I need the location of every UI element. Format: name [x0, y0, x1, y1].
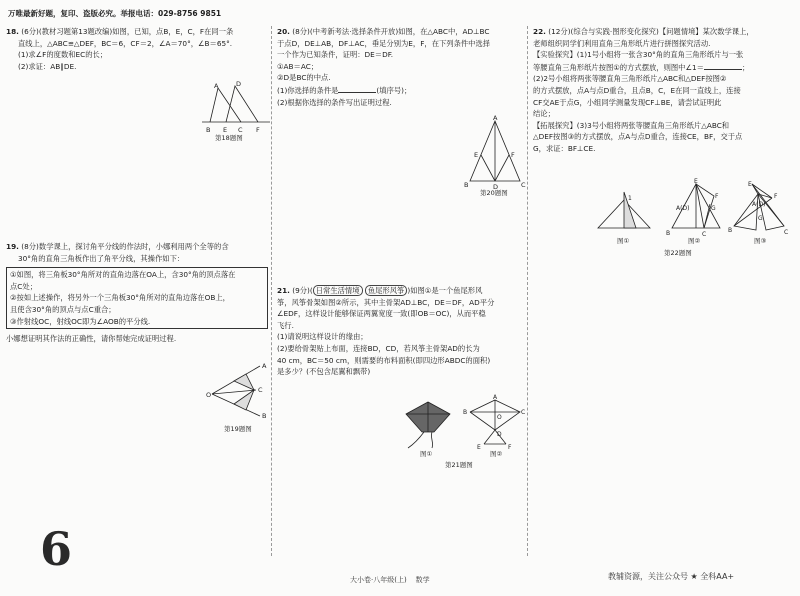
label-F: F [256, 126, 260, 134]
q18-text-3: (1)求∠F的度数和EC的长； [18, 50, 108, 60]
label-D: D [497, 431, 502, 438]
q21-text-3: ∠EDF，这样设计能够保证两翼宽度一致(即OB＝OC)，从而平稳 [277, 309, 486, 319]
q21-topic-tag: 鱼尾形风筝 [365, 285, 407, 296]
q18-text-2: 直线上，△ABC≌△DEF，BC＝6，CF＝2，∠A＝70°，∠B＝65°. [18, 38, 233, 48]
label-F: F [508, 444, 512, 450]
label-F: F [715, 193, 719, 200]
q21-context-tag: 日常生活情境 [313, 285, 363, 296]
q19-step-1a: ①如图，将三角板30°角所对的直角边落在OA上，含30°角的顶点落在 [10, 270, 236, 280]
question-19 [6, 241, 268, 345]
q21-text-4: 飞行. [277, 320, 294, 330]
figure-20 [462, 115, 528, 191]
q22-text-11: G，求证：BF⊥CE. [533, 143, 596, 153]
figure-21-frame [462, 392, 528, 450]
q19-text-1: (8分)数学课上，探讨角平分线的作法时，小娜利用两个全等的含 [21, 242, 229, 251]
q18-text-1: (6分)(教材习题第13题改编)如图，已知，点B，E，C，F在同一条 [21, 27, 234, 36]
label-F: F [774, 193, 778, 200]
figure-21-caption: 第21题图 [445, 461, 473, 469]
question-18 [6, 26, 268, 72]
q22-text-3: 【实验探究】(1)1号小组将一张含30°角的直角三角形纸片与一张 [533, 50, 744, 60]
label-E: E [474, 151, 479, 159]
label-angle-1: 1 [628, 195, 632, 202]
figure-22-caption-3: 图③ [754, 237, 767, 245]
figure-22-3 [728, 180, 790, 238]
q20-text-2: 于点D，DE⊥AB，DF⊥AC，垂足分别为E，F，在下列条件中选择 [277, 38, 491, 48]
q20-text-1: (8分)(中考新考法·选择条件开放)如图，在△ABC中，AD⊥BC [292, 27, 490, 36]
label-B: B [464, 181, 469, 189]
label-AD: A(D) [752, 201, 766, 208]
q22-text-5: (2)2号小组将两张等腰直角三角形纸片△ABC和△DEF按图② [533, 74, 727, 84]
question-18-number: 18. [6, 27, 19, 36]
question-20-number: 20. [277, 27, 290, 36]
question-21-number: 21. [277, 286, 290, 295]
q19-step-2b: 且使含30°角的顶点与点C重合； [10, 304, 116, 314]
label-A: A [493, 115, 498, 122]
figure-22-caption-1: 图① [617, 237, 630, 245]
q21-text-6: (2)要给骨架贴上布面，连接BD，CD，若风筝主骨架AD的长为 [277, 343, 480, 353]
footer-subject-text: 数学 [415, 576, 430, 584]
footer-promo: 教辅资源，关注公众号 ★ 全科AA+ [608, 572, 735, 581]
q19-step-3: ③作射线OC，射线OC即为∠AOB的平分线. [10, 316, 151, 326]
q20-text-3: 一个作为已知条件，证明：DE＝DF. [277, 50, 394, 60]
label-C: C [521, 181, 526, 189]
column-divider-2 [527, 26, 528, 556]
q21-text-8: 是多少？(不包含尾翼和飘带) [277, 367, 371, 377]
q22-text-6: 的方式摆放，点A与点D重合，且点B，C，E在同一直线上，连接 [533, 85, 741, 95]
q22-text-10: △DEF按图③的方式摆放，点A与点D重合，连接CE，BF，交于点 [533, 132, 743, 142]
q22-text-2: 老师组织同学们利用直角三角形纸片进行拼图探究活动. [533, 38, 711, 48]
q21-text-2: 筝，风筝骨架如图②所示，其中主骨架AD⊥BC，DE＝DF，AD平分 [277, 297, 495, 307]
page-header: 万唯最新好题，复印、盗版必究。举报电话：029-8756 9851 [8, 9, 222, 18]
question-19-number: 19. [6, 242, 19, 251]
label-B: B [728, 227, 733, 234]
q20-option-2: ②D是BC的中点. [277, 73, 331, 83]
label-E: E [223, 126, 228, 134]
figure-22-2 [666, 178, 728, 238]
q22-text-9: 【拓展探究】(3)3号小组将两张等腰直角三角形纸片△ABC和 [533, 120, 730, 130]
q21-text-7: 40 cm，BC＝50 cm，则需要的布料面积(即四边形ABDC的面积) [277, 355, 491, 365]
label-O: O [497, 414, 502, 421]
figure-21-caption-1: 图① [420, 450, 433, 458]
q22-text-7: CF交AE于点G，小组同学测量发现CF⊥BE，请尝试证明此 [533, 97, 722, 107]
question-22-number: 22. [533, 27, 546, 36]
q22-text-4-end: ； [741, 62, 750, 72]
q18-text-4: (2)求证：AB∥DE. [18, 61, 77, 71]
q21-text-5: (1)请说明这样设计的缘由； [277, 332, 368, 342]
q20-answer-blank[interactable] [338, 84, 376, 93]
label-F: F [511, 151, 515, 159]
label-A: A [262, 362, 267, 370]
label-C: C [784, 229, 789, 236]
label-D: D [493, 183, 499, 191]
figure-21-caption-2: 图② [490, 450, 503, 458]
q20-text-4a: (1)你选择的条件是 [277, 85, 339, 95]
label-A: A [214, 82, 219, 90]
figure-19-caption: 第19题图 [224, 425, 252, 433]
q20-option-1: ①AB＝AC； [277, 61, 319, 71]
label-E: E [477, 444, 481, 450]
label-E: E [694, 178, 698, 185]
q22-angle-blank[interactable] [704, 61, 742, 70]
label-G: G [711, 205, 716, 212]
question-22 [533, 26, 795, 155]
q20-text-5: (2)根据你选择的条件写出证明过程. [277, 97, 392, 107]
label-C: C [521, 409, 526, 416]
page-number: 6 [40, 522, 73, 576]
q21-text-pre: (9分)( [292, 286, 313, 295]
label-C: C [238, 126, 243, 134]
figure-20-caption: 第20题图 [480, 189, 508, 197]
footer-title-text: 大小卷·八年级(上) [350, 576, 407, 584]
figure-22-caption-2: 图② [688, 237, 701, 245]
q19-step-1b: 点C处； [10, 281, 37, 291]
q22-text-1: (12分)(综合与实践·图形变化探究)【问题情境】某次数学课上， [548, 27, 754, 36]
figure-21-kite [402, 398, 454, 450]
label-B: B [463, 409, 468, 416]
q22-text-4: 等腰直角三角形纸片按图①的方式摆放，则图中∠1＝ [533, 62, 704, 72]
q20-text-4b: (填序号)； [376, 85, 412, 95]
label-C: C [702, 231, 707, 238]
label-E: E [748, 181, 752, 188]
q21-text-1b: )如图①是一个鱼尾形风 [407, 286, 483, 295]
label-C: C [258, 386, 263, 394]
label-B: B [262, 412, 267, 420]
figure-19 [206, 356, 272, 422]
q19-step-2a: ②按如上述操作，将另外一个三角板30°角所对的直角边落在OB上， [10, 293, 230, 303]
label-O: O [206, 391, 212, 399]
figure-22-caption: 第22题图 [664, 249, 692, 257]
label-AD: A(D) [676, 205, 690, 212]
label-A: A [493, 394, 498, 401]
figure-22-1 [592, 186, 656, 234]
q19-text-3: 小娜想证明其作法的正确性，请你帮她完成证明过程. [6, 334, 177, 344]
question-21 [277, 285, 525, 378]
footer-book-title [350, 575, 430, 585]
label-D: D [236, 80, 242, 88]
q19-steps-box [6, 267, 268, 329]
q19-text-2: 30°角的直角三角板作出了角平分线，其操作如下： [18, 253, 185, 263]
figure-18-caption: 第18题图 [215, 134, 243, 142]
label-B: B [206, 126, 211, 134]
label-G: G [758, 215, 763, 222]
question-20 [277, 26, 525, 108]
q22-text-8: 结论； [533, 109, 555, 119]
label-B: B [666, 230, 671, 237]
